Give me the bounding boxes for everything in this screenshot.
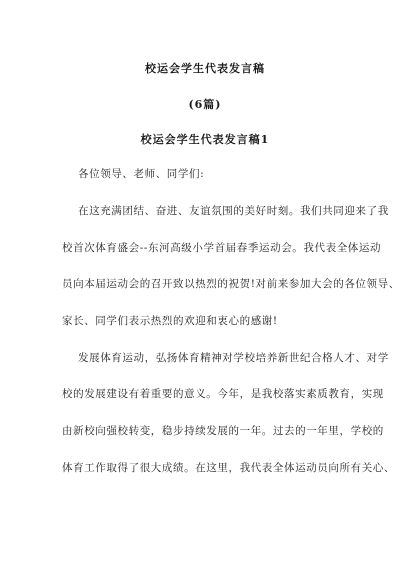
document-title: 校运会学生代表发言稿	[145, 62, 265, 75]
body-line: 各位领导、老师、同学们:	[78, 168, 205, 180]
body-line: 由新校向强校转变，稳步持续发展的一年。过去的一年里，学校的	[62, 425, 384, 437]
document-subtitle: (6篇)	[188, 98, 222, 111]
body-line: 员向本届运动会的召开致以热烈的祝贺!对前来参加大会的各位领导、	[62, 278, 400, 290]
body-line: 体育工作取得了很大成绩。在这里，我代表全体运动员向所有关心、	[62, 462, 395, 474]
body-line: 发展体育运动，弘扬体育精神对学校培养新世纪合格人才、对学	[78, 352, 389, 364]
section-title: 校运会学生代表发言稿1	[140, 133, 270, 146]
body-line: 在这充满团结、奋进、友谊氛围的美好时刻。我们共同迎来了我	[78, 205, 389, 217]
body-line: 家长、同学们表示热烈的欢迎和衷心的感谢!	[62, 315, 278, 327]
body-line: 校首次体育盛会--东河高级小学首届春季运动会。我代表全体运动	[62, 242, 382, 254]
body-line: 校的发展建设有着重要的意义。今年，是我校落实素质教育，实现	[62, 388, 384, 400]
